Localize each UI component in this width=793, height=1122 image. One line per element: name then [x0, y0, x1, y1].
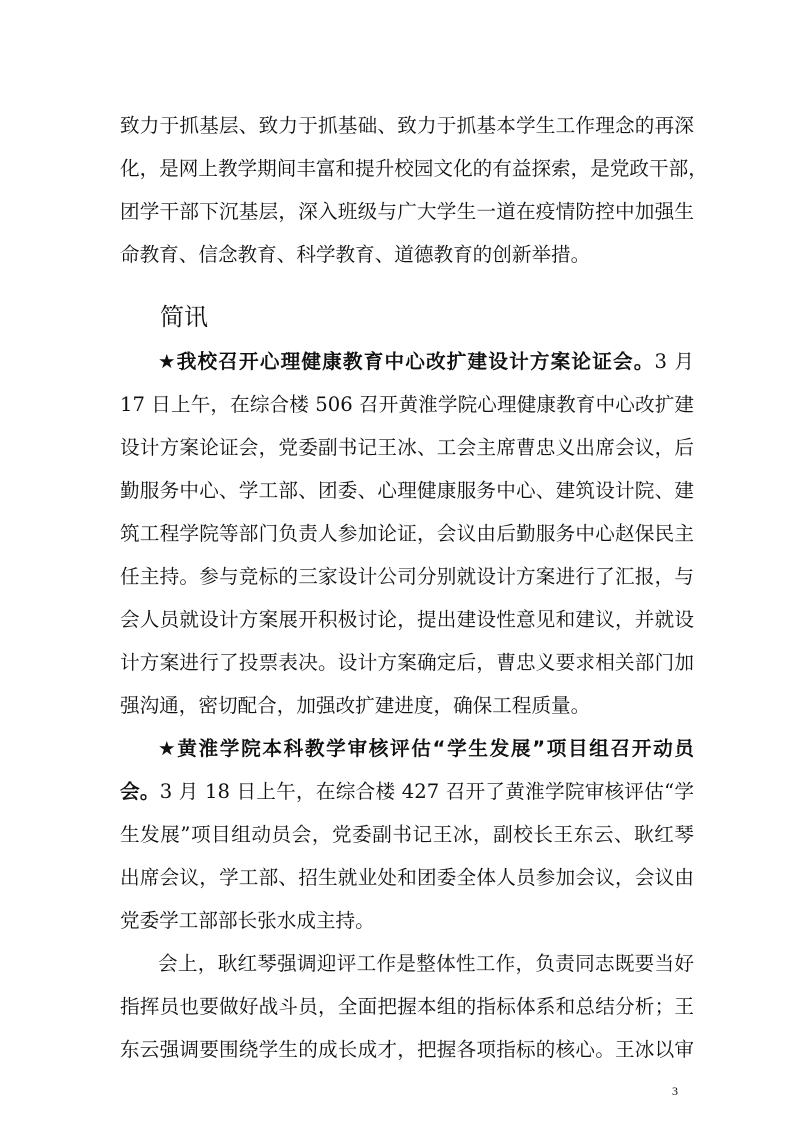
intro-line-2: 化，是网上教学期间丰富和提升校园文化的有益探索，是党政干部，: [120, 157, 708, 180]
news-item-2-second-line: [120, 778, 694, 806]
news-item-1-line: 强沟通，密切配合，加强改扩建进度，确保工程质量。: [120, 694, 591, 717]
news-item-1-line: 任主持。参与竞标的三家设计公司分别就设计方案进行了汇报，与: [120, 565, 694, 588]
news-item-1-title-tail: 3 月: [654, 350, 694, 373]
news-item-1-title: ★我校召开心理健康教育中心改扩建设计方案论证会。: [158, 350, 655, 373]
news-item-1-line: 筑工程学院等部门负责人参加论证，会议由后勤服务中心赵保民主: [120, 522, 694, 545]
intro-line-3: 团学干部下沉基层，深入班级与广大学生一道在疫情防控中加强生: [120, 200, 694, 223]
intro-line-1: 致力于抓基层、致力于抓基础、致力于抓基本学生工作理念的再深: [120, 114, 694, 137]
paragraph-3-line: 会上，耿红琴强调迎评工作是整体性工作，负责同志既要当好: [158, 952, 694, 975]
news-item-2-title: ★黄淮学院本科教学审核评估“学生发展”项目组召开动员: [158, 737, 694, 760]
paragraph-3-line: 东云强调要围绕学生的成长成才，把握各项指标的核心。王冰以审: [120, 1038, 694, 1061]
news-item-2-line: 党委学工部部长张水成主持。: [120, 909, 375, 932]
paragraph-3-line: 指挥员也要做好战斗员，全面把握本组的指标体系和总结分析；王: [120, 995, 694, 1018]
news-item-2-line: 生发展”项目组动员会，党委副书记王冰，副校长王东云、耿红琴: [120, 823, 694, 846]
intro-line-4: 命教育、信念教育、科学教育、道德教育的创新举措。: [120, 243, 591, 266]
news-item-1-line: 勤服务中心、学工部、团委、心理健康服务中心、建筑设计院、建: [120, 479, 694, 502]
news-item-1-line: 设计方案论证会，党委副书记王冰、工会主席曹忠义出席会议，后: [120, 436, 694, 459]
page-number: 3: [672, 1084, 678, 1098]
news-item-1-line: 会人员就设计方案展开积极讨论，提出建设性意见和建议，并就设: [120, 608, 694, 631]
news-item-1-first-line: [158, 348, 694, 376]
news-item-2-line: 出席会议，学工部、招生就业处和团委全体人员参加会议，会议由: [120, 866, 694, 889]
news-item-1-line: 计方案进行了投票表决。设计方案确定后，曹忠义要求相关部门加: [120, 651, 694, 674]
news-item-2-line: 3 月 18 日上午，在综合楼 427 召开了黄淮学院审核评估“学: [159, 780, 694, 803]
news-item-2-title-end: 会。: [120, 780, 160, 803]
section-heading: 简讯: [160, 303, 208, 331]
news-item-1-line: 17 日上午，在综合楼 506 召开黄淮学院心理健康教育中心改扩建: [120, 393, 694, 416]
